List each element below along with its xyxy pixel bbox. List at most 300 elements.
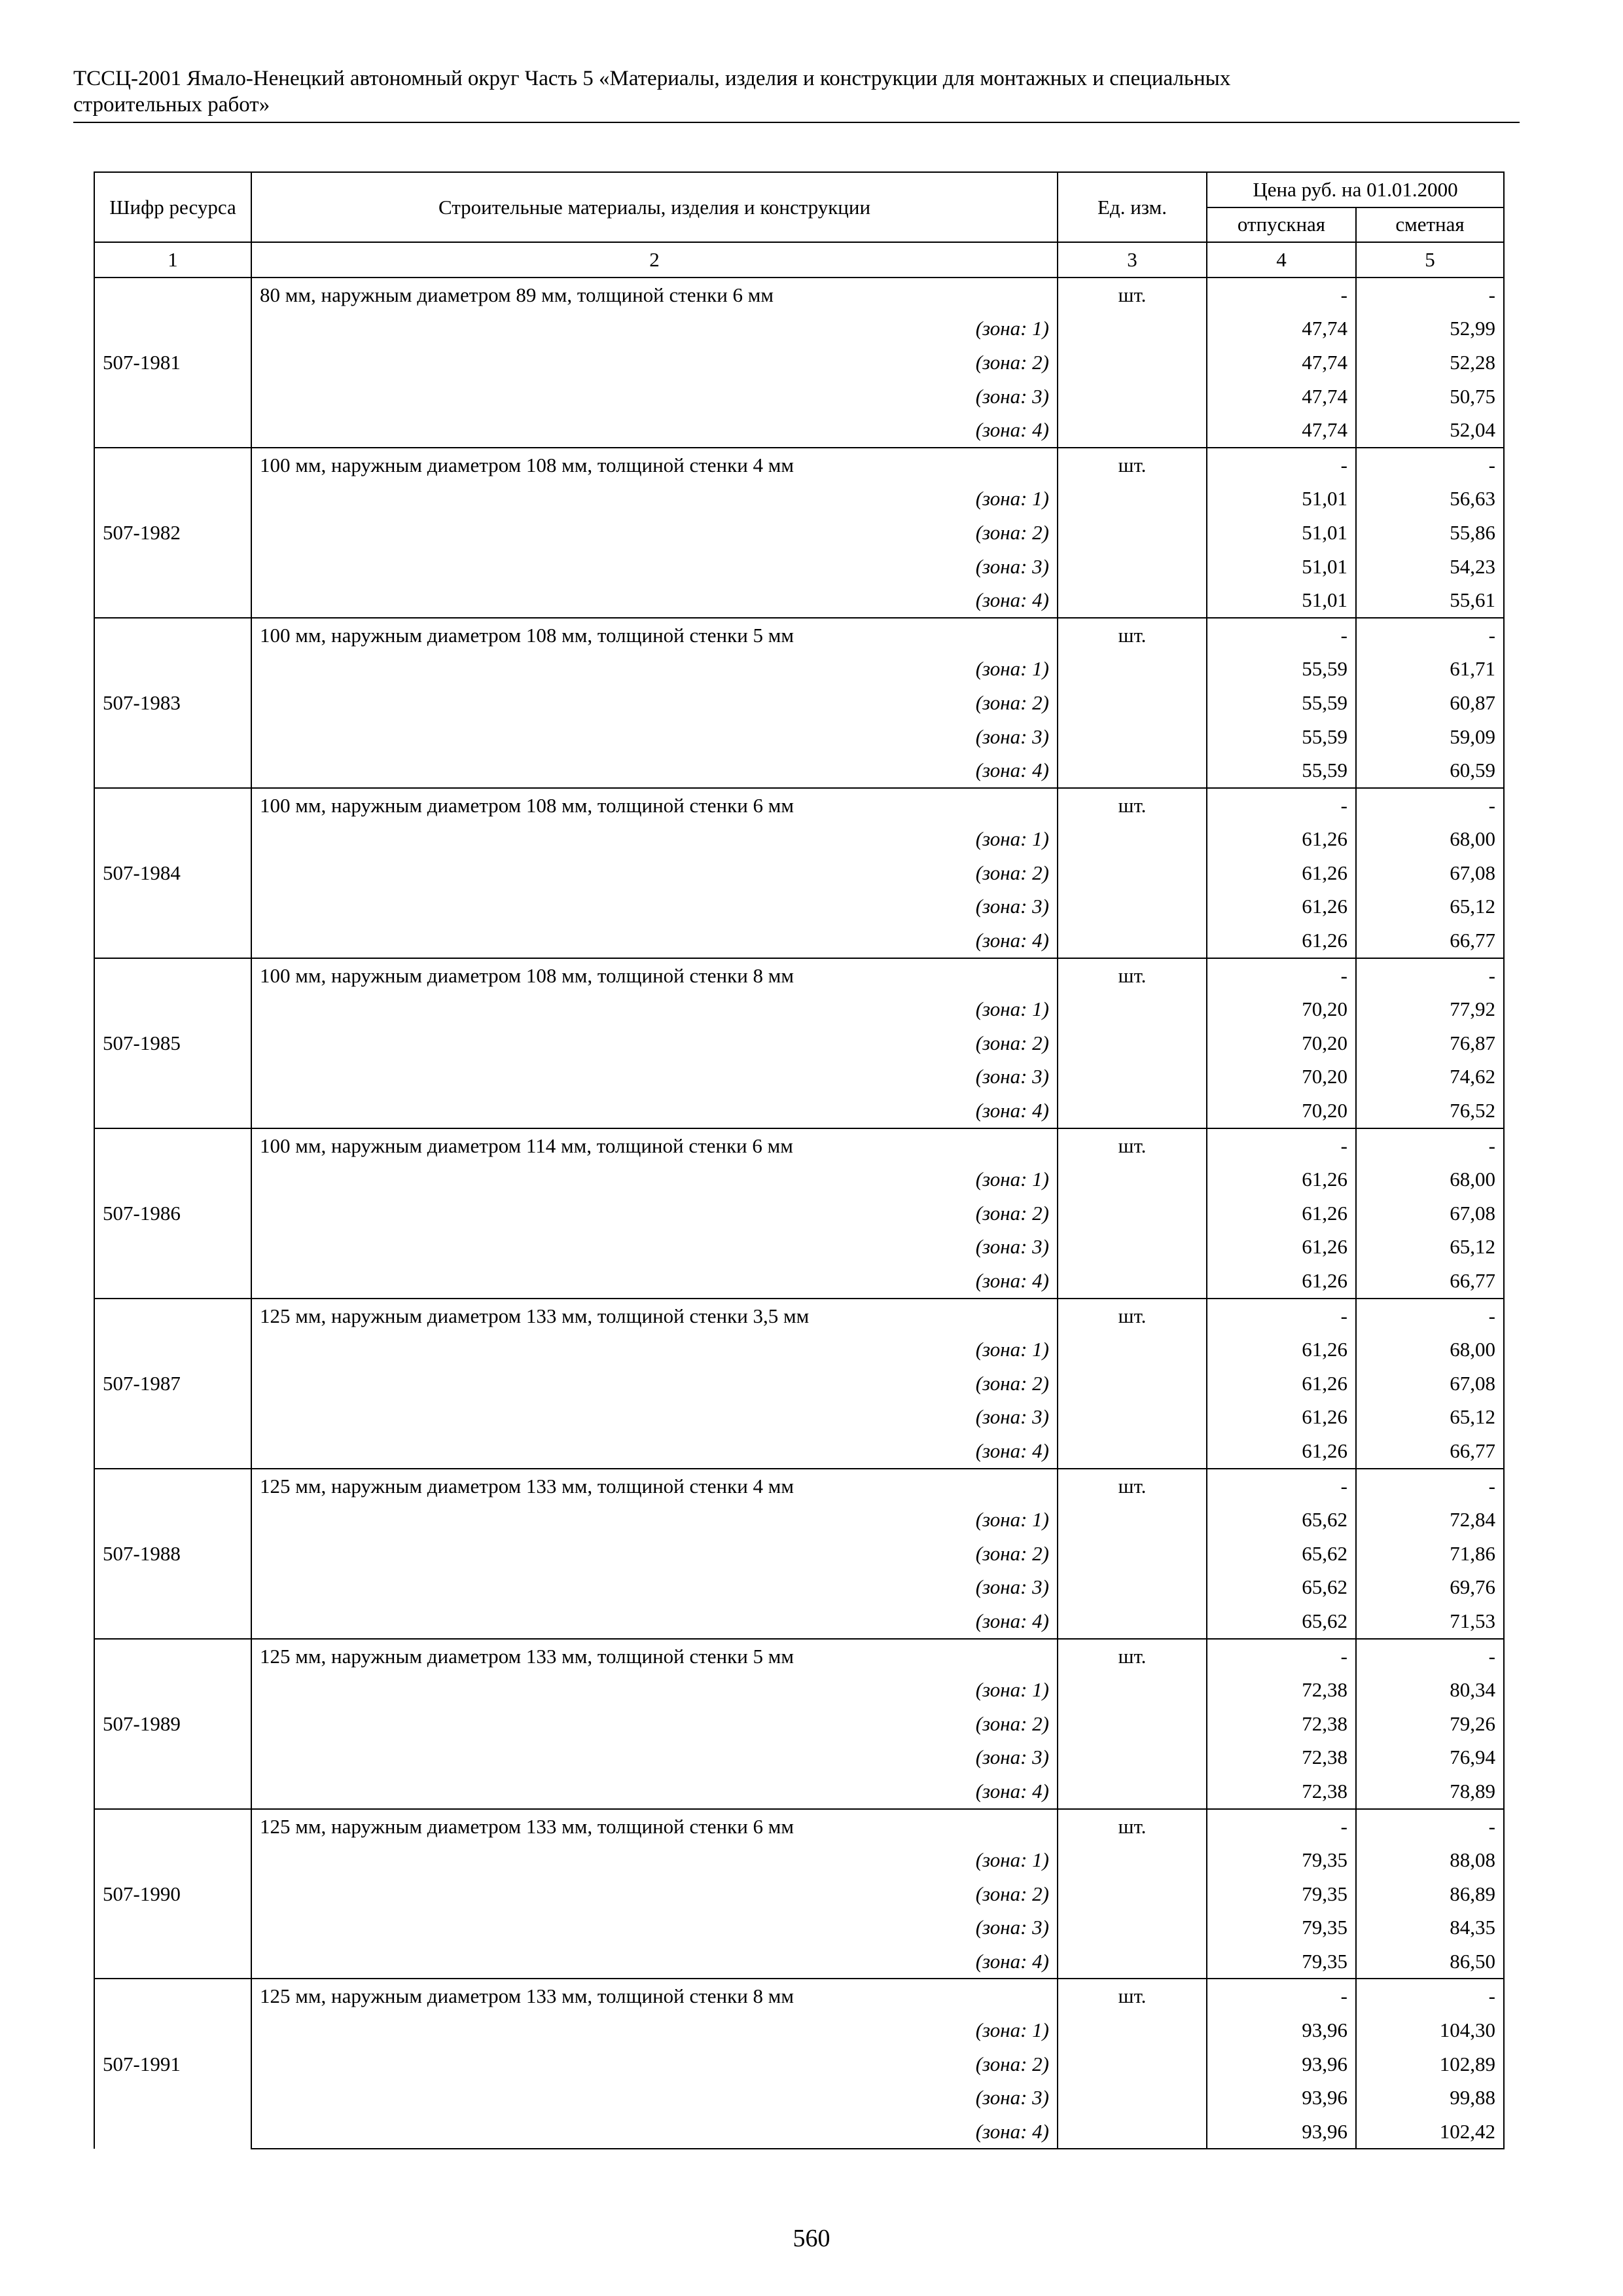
zone-row: [94, 516, 1504, 550]
resource-code: 507-1990: [94, 1809, 251, 1979]
zone-unit: [1058, 346, 1207, 380]
table-row: [94, 1809, 1504, 1844]
resource-unit: шт.: [1058, 1469, 1207, 1503]
zone-unit: [1058, 2047, 1207, 2081]
zone-row: [94, 856, 1504, 890]
zone-price-release: 65,62: [1207, 1604, 1356, 1639]
zone-unit: [1058, 1945, 1207, 1979]
zone-price-release: 61,26: [1207, 1400, 1356, 1434]
zone-label: (зона: 2): [251, 1026, 1058, 1060]
zone-unit: [1058, 1333, 1207, 1367]
zone-price-estimate: 86,89: [1356, 1877, 1504, 1911]
zone-label: (зона: 2): [251, 1196, 1058, 1230]
resource-item: [94, 618, 1504, 788]
zone-unit: [1058, 822, 1207, 856]
zone-label: (зона: 1): [251, 2013, 1058, 2047]
resource-code: 507-1983: [94, 618, 251, 788]
zone-unit: [1058, 856, 1207, 890]
zone-price-estimate: 66,77: [1356, 924, 1504, 958]
zone-label: (зона: 1): [251, 482, 1058, 516]
zone-label: (зона: 3): [251, 380, 1058, 414]
zone-price-estimate: 67,08: [1356, 1367, 1504, 1401]
price-table: [94, 171, 1505, 2149]
table-row: [94, 1128, 1504, 1163]
col-number: 3: [1058, 242, 1207, 278]
zone-price-estimate: 54,23: [1356, 550, 1504, 584]
price-release: -: [1207, 618, 1356, 653]
header-rule: [73, 122, 1520, 123]
zone-row: [94, 2047, 1504, 2081]
resource-item: [94, 1469, 1504, 1639]
page-number: 560: [793, 2225, 830, 2252]
resource-code: 507-1984: [94, 788, 251, 958]
zone-price-estimate: 74,62: [1356, 1060, 1504, 1094]
zone-row: [94, 652, 1504, 686]
resource-unit: шт.: [1058, 1299, 1207, 1333]
zone-price-release: 61,26: [1207, 1434, 1356, 1469]
zone-price-estimate: 50,75: [1356, 380, 1504, 414]
zone-price-estimate: 68,00: [1356, 1162, 1504, 1196]
zone-price-estimate: 60,87: [1356, 686, 1504, 720]
zone-row: [94, 1367, 1504, 1401]
zone-unit: [1058, 380, 1207, 414]
price-release: -: [1207, 788, 1356, 823]
col-header-price: Цена руб. на 01.01.2000: [1207, 172, 1504, 207]
resource-unit: шт.: [1058, 278, 1207, 312]
zone-price-release: 70,20: [1207, 1060, 1356, 1094]
zone-row: [94, 2013, 1504, 2047]
resource-code: 507-1987: [94, 1299, 251, 1469]
zone-row: [94, 686, 1504, 720]
zone-price-estimate: 78,89: [1356, 1774, 1504, 1809]
zone-label: (зона: 4): [251, 1094, 1058, 1128]
zone-row: [94, 1910, 1504, 1945]
price-estimate: -: [1356, 1128, 1504, 1163]
resource-code: 507-1981: [94, 278, 251, 448]
zone-unit: [1058, 1910, 1207, 1945]
zone-unit: [1058, 720, 1207, 754]
zone-price-estimate: 67,08: [1356, 856, 1504, 890]
zone-price-estimate: 71,86: [1356, 1537, 1504, 1571]
resource-code: 507-1989: [94, 1639, 251, 1809]
resource-code: 507-1986: [94, 1128, 251, 1299]
resource-name: 80 мм, наружным диаметром 89 мм, толщиной стенки 6 мм: [251, 278, 1058, 312]
price-estimate: -: [1356, 1639, 1504, 1674]
zone-row: [94, 1503, 1504, 1537]
resource-name: 100 мм, наружным диаметром 108 мм, толщиной стенки 8 мм: [251, 958, 1058, 993]
resource-item: [94, 278, 1504, 448]
zone-label: (зона: 2): [251, 1367, 1058, 1401]
zone-price-estimate: 67,08: [1356, 1196, 1504, 1230]
zone-row: [94, 1060, 1504, 1094]
price-release: -: [1207, 1469, 1356, 1503]
zone-row: [94, 822, 1504, 856]
zone-price-release: 72,38: [1207, 1673, 1356, 1707]
price-estimate: -: [1356, 448, 1504, 482]
resource-name: 125 мм, наружным диаметром 133 мм, толщиной стенки 8 мм: [251, 1979, 1058, 2013]
zone-price-estimate: 99,88: [1356, 2081, 1504, 2115]
zone-unit: [1058, 583, 1207, 618]
resource-unit: шт.: [1058, 788, 1207, 823]
zone-row: [94, 413, 1504, 448]
zone-row: [94, 1843, 1504, 1877]
zone-price-release: 70,20: [1207, 1026, 1356, 1060]
resource-code: 507-1982: [94, 448, 251, 618]
zone-row: [94, 1400, 1504, 1434]
zone-unit: [1058, 1877, 1207, 1911]
zone-row: [94, 1094, 1504, 1128]
zone-label: (зона: 3): [251, 1910, 1058, 1945]
zone-price-estimate: 66,77: [1356, 1264, 1504, 1299]
zone-price-release: 61,26: [1207, 1367, 1356, 1401]
zone-label: (зона: 3): [251, 1400, 1058, 1434]
zone-unit: [1058, 482, 1207, 516]
zone-label: (зона: 3): [251, 1740, 1058, 1774]
price-estimate: -: [1356, 1299, 1504, 1333]
zone-label: (зона: 3): [251, 1230, 1058, 1264]
zone-row: [94, 482, 1504, 516]
table-row: [94, 618, 1504, 653]
zone-unit: [1058, 1162, 1207, 1196]
zone-label: (зона: 2): [251, 516, 1058, 550]
zone-price-estimate: 77,92: [1356, 992, 1504, 1026]
zone-label: (зона: 1): [251, 992, 1058, 1026]
zone-price-release: 55,59: [1207, 753, 1356, 788]
resource-item: [94, 788, 1504, 958]
zone-price-estimate: 102,89: [1356, 2047, 1504, 2081]
zone-row: [94, 1026, 1504, 1060]
zone-price-release: 70,20: [1207, 1094, 1356, 1128]
zone-price-estimate: 65,12: [1356, 889, 1504, 924]
zone-unit: [1058, 1774, 1207, 1809]
zone-price-release: 51,01: [1207, 583, 1356, 618]
zone-unit: [1058, 1060, 1207, 1094]
zone-label: (зона: 4): [251, 924, 1058, 958]
zone-price-release: 79,35: [1207, 1843, 1356, 1877]
zone-price-release: 79,35: [1207, 1945, 1356, 1979]
zone-unit: [1058, 550, 1207, 584]
resource-item: [94, 448, 1504, 618]
zone-price-release: 93,96: [1207, 2115, 1356, 2149]
zone-price-release: 93,96: [1207, 2013, 1356, 2047]
zone-unit: [1058, 1400, 1207, 1434]
zone-price-estimate: 65,12: [1356, 1230, 1504, 1264]
zone-unit: [1058, 1503, 1207, 1537]
zone-price-estimate: 66,77: [1356, 1434, 1504, 1469]
zone-price-release: 61,26: [1207, 856, 1356, 890]
zone-label: (зона: 2): [251, 686, 1058, 720]
price-estimate: -: [1356, 1979, 1504, 2013]
zone-label: (зона: 4): [251, 1264, 1058, 1299]
zone-price-release: 65,62: [1207, 1570, 1356, 1604]
zone-unit: [1058, 1196, 1207, 1230]
zone-label: (зона: 1): [251, 1162, 1058, 1196]
zone-price-release: 93,96: [1207, 2047, 1356, 2081]
zone-price-estimate: 76,52: [1356, 1094, 1504, 1128]
zone-label: (зона: 3): [251, 889, 1058, 924]
zone-label: (зона: 2): [251, 2047, 1058, 2081]
zone-unit: [1058, 1026, 1207, 1060]
zone-price-release: 47,74: [1207, 346, 1356, 380]
zone-unit: [1058, 1434, 1207, 1469]
price-estimate: -: [1356, 618, 1504, 653]
zone-row: [94, 1434, 1504, 1469]
zone-price-estimate: 55,86: [1356, 516, 1504, 550]
zone-label: (зона: 1): [251, 1843, 1058, 1877]
zone-price-release: 61,26: [1207, 1162, 1356, 1196]
zone-price-estimate: 84,35: [1356, 1910, 1504, 1945]
zone-label: (зона: 1): [251, 1333, 1058, 1367]
resource-item: [94, 1639, 1504, 1809]
zone-row: [94, 1707, 1504, 1741]
zone-unit: [1058, 413, 1207, 448]
price-release: -: [1207, 1639, 1356, 1674]
zone-price-estimate: 56,63: [1356, 482, 1504, 516]
zone-price-release: 61,26: [1207, 924, 1356, 958]
price-estimate: -: [1356, 1469, 1504, 1503]
resource-unit: шт.: [1058, 1128, 1207, 1163]
resource-name: 100 мм, наружным диаметром 108 мм, толщиной стенки 4 мм: [251, 448, 1058, 482]
zone-price-release: 72,38: [1207, 1707, 1356, 1741]
resource-unit: шт.: [1058, 1639, 1207, 1674]
price-release: -: [1207, 1809, 1356, 1844]
zone-unit: [1058, 1843, 1207, 1877]
zone-unit: [1058, 1673, 1207, 1707]
zone-row: [94, 1333, 1504, 1367]
zone-price-estimate: 76,87: [1356, 1026, 1504, 1060]
zone-row: [94, 1774, 1504, 1809]
zone-price-release: 61,26: [1207, 889, 1356, 924]
zone-price-release: 47,74: [1207, 312, 1356, 346]
zone-price-release: 65,62: [1207, 1503, 1356, 1537]
zone-row: [94, 1740, 1504, 1774]
zone-price-estimate: 52,04: [1356, 413, 1504, 448]
zone-unit: [1058, 516, 1207, 550]
zone-price-release: 61,26: [1207, 1196, 1356, 1230]
zone-row: [94, 583, 1504, 618]
col-number: 4: [1207, 242, 1356, 278]
zone-unit: [1058, 1570, 1207, 1604]
zone-price-estimate: 68,00: [1356, 822, 1504, 856]
resource-name: 100 мм, наружным диаметром 108 мм, толщиной стенки 5 мм: [251, 618, 1058, 653]
table-row: [94, 1299, 1504, 1333]
zone-price-estimate: 79,26: [1356, 1707, 1504, 1741]
zone-price-release: 93,96: [1207, 2081, 1356, 2115]
zone-unit: [1058, 2081, 1207, 2115]
zone-price-release: 55,59: [1207, 652, 1356, 686]
resource-item: [94, 1809, 1504, 1979]
zone-label: (зона: 4): [251, 1434, 1058, 1469]
table-row: [94, 958, 1504, 993]
zone-row: [94, 2115, 1504, 2149]
zone-row: [94, 346, 1504, 380]
zone-price-estimate: 52,28: [1356, 346, 1504, 380]
zone-row: [94, 720, 1504, 754]
zone-row: [94, 1162, 1504, 1196]
table-header: [94, 172, 1504, 278]
zone-label: (зона: 4): [251, 753, 1058, 788]
zone-unit: [1058, 1230, 1207, 1264]
price-release: -: [1207, 958, 1356, 993]
col-header-name: Строительные материалы, изделия и конструкции: [251, 172, 1058, 242]
resource-item: [94, 958, 1504, 1128]
table-row: [94, 1469, 1504, 1503]
zone-row: [94, 1673, 1504, 1707]
zone-row: [94, 992, 1504, 1026]
table-row: [94, 1979, 1504, 2013]
zone-unit: [1058, 889, 1207, 924]
zone-row: [94, 924, 1504, 958]
zone-price-release: 55,59: [1207, 686, 1356, 720]
zone-price-release: 55,59: [1207, 720, 1356, 754]
zone-label: (зона: 1): [251, 312, 1058, 346]
col-number: 5: [1356, 242, 1504, 278]
zone-label: (зона: 2): [251, 1707, 1058, 1741]
zone-unit: [1058, 992, 1207, 1026]
resource-unit: шт.: [1058, 618, 1207, 653]
table-row: [94, 1639, 1504, 1674]
zone-unit: [1058, 1740, 1207, 1774]
zone-label: (зона: 4): [251, 2115, 1058, 2149]
price-estimate: -: [1356, 788, 1504, 823]
zone-label: (зона: 4): [251, 413, 1058, 448]
zone-unit: [1058, 312, 1207, 346]
table-row: [94, 278, 1504, 312]
zone-price-release: 51,01: [1207, 550, 1356, 584]
zone-price-estimate: 60,59: [1356, 753, 1504, 788]
col-number: 2: [251, 242, 1058, 278]
zone-row: [94, 312, 1504, 346]
zone-label: (зона: 2): [251, 346, 1058, 380]
col-header-estimate: сметная: [1356, 207, 1504, 243]
resource-item: [94, 1299, 1504, 1469]
resource-item: [94, 1128, 1504, 1299]
zone-unit: [1058, 1707, 1207, 1741]
zone-row: [94, 1945, 1504, 1979]
zone-price-estimate: 68,00: [1356, 1333, 1504, 1367]
zone-label: (зона: 1): [251, 1503, 1058, 1537]
col-header-code: Шифр ресурса: [94, 172, 251, 242]
zone-price-release: 47,74: [1207, 413, 1356, 448]
resource-code: 507-1985: [94, 958, 251, 1128]
zone-price-release: 72,38: [1207, 1740, 1356, 1774]
resource-item: [94, 1979, 1504, 2149]
resource-unit: шт.: [1058, 1809, 1207, 1844]
zone-price-estimate: 59,09: [1356, 720, 1504, 754]
zone-label: (зона: 3): [251, 720, 1058, 754]
header-line-1: ТССЦ-2001 Ямало-Ненецкий автономный округ Часть 5 «Материалы, изделия и конструкции для монтажных и специальных: [73, 67, 1231, 90]
zone-row: [94, 1570, 1504, 1604]
zone-row: [94, 753, 1504, 788]
zone-unit: [1058, 753, 1207, 788]
table-row: [94, 788, 1504, 823]
zone-price-estimate: 88,08: [1356, 1843, 1504, 1877]
page-header: [73, 65, 1513, 118]
zone-price-release: 51,01: [1207, 516, 1356, 550]
zone-unit: [1058, 1604, 1207, 1639]
zone-unit: [1058, 652, 1207, 686]
zone-label: (зона: 4): [251, 1604, 1058, 1639]
price-release: -: [1207, 1299, 1356, 1333]
resource-unit: шт.: [1058, 1979, 1207, 2013]
header-line-2: строительных работ»: [73, 93, 270, 117]
zone-label: (зона: 2): [251, 856, 1058, 890]
zone-price-release: 61,26: [1207, 1333, 1356, 1367]
zone-price-release: 79,35: [1207, 1910, 1356, 1945]
zone-price-estimate: 71,53: [1356, 1604, 1504, 1639]
price-release: -: [1207, 1979, 1356, 2013]
resource-name: 100 мм, наружным диаметром 108 мм, толщиной стенки 6 мм: [251, 788, 1058, 823]
zone-row: [94, 380, 1504, 414]
zone-unit: [1058, 2115, 1207, 2149]
zone-price-release: 51,01: [1207, 482, 1356, 516]
zone-price-estimate: 86,50: [1356, 1945, 1504, 1979]
zone-label: (зона: 4): [251, 1945, 1058, 1979]
col-header-release: отпускная: [1207, 207, 1356, 243]
zone-price-estimate: 76,94: [1356, 1740, 1504, 1774]
table-row: [94, 448, 1504, 482]
zone-unit: [1058, 686, 1207, 720]
resource-code: 507-1988: [94, 1469, 251, 1639]
zone-label: (зона: 2): [251, 1537, 1058, 1571]
zone-row: [94, 2081, 1504, 2115]
zone-label: (зона: 3): [251, 550, 1058, 584]
zone-label: (зона: 1): [251, 1673, 1058, 1707]
zone-price-estimate: 102,42: [1356, 2115, 1504, 2149]
zone-label: (зона: 2): [251, 1877, 1058, 1911]
zone-label: (зона: 1): [251, 652, 1058, 686]
zone-price-estimate: 55,61: [1356, 583, 1504, 618]
zone-label: (зона: 3): [251, 1570, 1058, 1604]
zone-price-release: 65,62: [1207, 1537, 1356, 1571]
zone-price-release: 61,26: [1207, 822, 1356, 856]
resource-code: 507-1991: [94, 1979, 251, 2149]
zone-row: [94, 1537, 1504, 1571]
zone-row: [94, 1230, 1504, 1264]
zone-unit: [1058, 1264, 1207, 1299]
zone-unit: [1058, 924, 1207, 958]
resource-name: 125 мм, наружным диаметром 133 мм, толщиной стенки 3,5 мм: [251, 1299, 1058, 1333]
zone-row: [94, 1196, 1504, 1230]
price-release: -: [1207, 1128, 1356, 1163]
zone-price-release: 47,74: [1207, 380, 1356, 414]
col-header-unit: Ед. изм.: [1058, 172, 1207, 242]
zone-price-release: 79,35: [1207, 1877, 1356, 1911]
zone-label: (зона: 1): [251, 822, 1058, 856]
resource-name: 125 мм, наружным диаметром 133 мм, толщиной стенки 6 мм: [251, 1809, 1058, 1844]
resource-name: 125 мм, наружным диаметром 133 мм, толщиной стенки 5 мм: [251, 1639, 1058, 1674]
resource-name: 100 мм, наружным диаметром 114 мм, толщиной стенки 6 мм: [251, 1128, 1058, 1163]
zone-price-release: 61,26: [1207, 1230, 1356, 1264]
zone-price-estimate: 65,12: [1356, 1400, 1504, 1434]
price-estimate: -: [1356, 1809, 1504, 1844]
zone-unit: [1058, 1367, 1207, 1401]
zone-row: [94, 1604, 1504, 1639]
zone-price-estimate: 52,99: [1356, 312, 1504, 346]
zone-price-estimate: 69,76: [1356, 1570, 1504, 1604]
zone-label: (зона: 3): [251, 2081, 1058, 2115]
resource-unit: шт.: [1058, 958, 1207, 993]
price-estimate: -: [1356, 958, 1504, 993]
resource-unit: шт.: [1058, 448, 1207, 482]
price-release: -: [1207, 278, 1356, 312]
zone-row: [94, 1264, 1504, 1299]
zone-label: (зона: 3): [251, 1060, 1058, 1094]
zone-unit: [1058, 1094, 1207, 1128]
zone-price-estimate: 104,30: [1356, 2013, 1504, 2047]
zone-price-estimate: 61,71: [1356, 652, 1504, 686]
zone-price-release: 70,20: [1207, 992, 1356, 1026]
